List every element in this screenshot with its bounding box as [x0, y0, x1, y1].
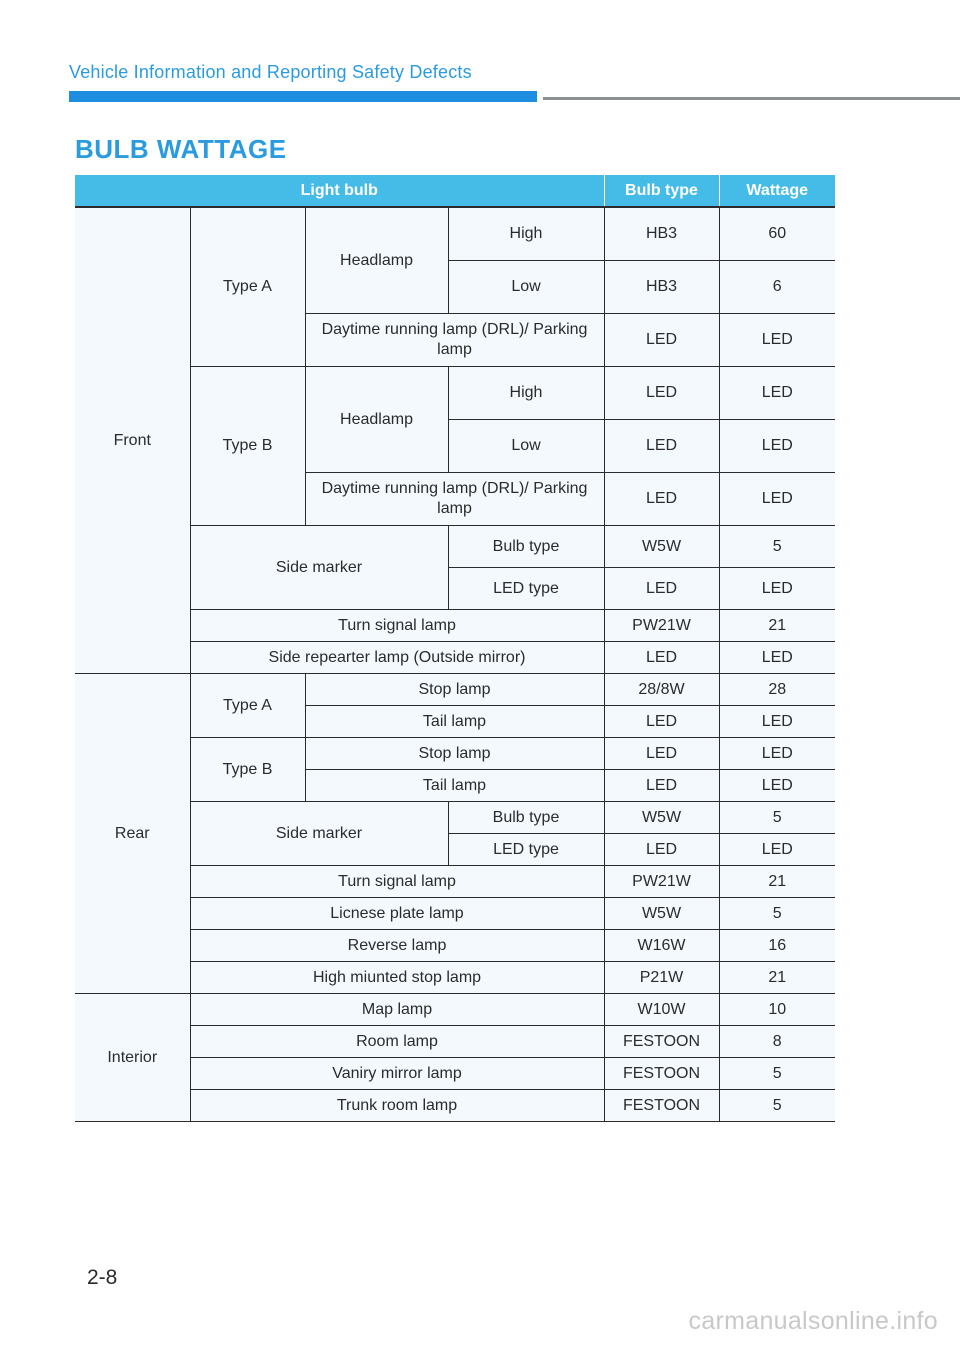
- front-side-marker: Side marker: [190, 526, 448, 610]
- wattage-cell: 5: [719, 898, 835, 930]
- wattage-cell: 5: [719, 802, 835, 834]
- bulb-type-cell: PW21W: [604, 610, 719, 642]
- table-header-row: [75, 175, 835, 207]
- wattage-cell: LED: [719, 770, 835, 802]
- group-interior: Interior: [75, 994, 190, 1122]
- group-front: Front: [75, 207, 190, 674]
- running-header: Vehicle Information and Reporting Safety Defects: [69, 62, 472, 82]
- wattage-cell: LED: [719, 642, 835, 674]
- wattage-cell: LED: [719, 473, 835, 526]
- row-label: Licnese plate lamp: [190, 898, 604, 930]
- bulb-type-cell: 28/8W: [604, 674, 719, 706]
- row-label: Tail lamp: [305, 706, 604, 738]
- row-label: Map lamp: [190, 994, 604, 1026]
- wattage-cell: LED: [719, 568, 835, 610]
- row-label: Daytime running lamp (DRL)/ Parking lamp: [305, 314, 604, 367]
- wattage-cell: 21: [719, 866, 835, 898]
- wattage-cell: 8: [719, 1026, 835, 1058]
- wattage-cell: 60: [719, 207, 835, 261]
- row-label: Stop lamp: [305, 674, 604, 706]
- front-type-b: Type B: [190, 367, 305, 526]
- bulb-wattage-table: [75, 175, 835, 1122]
- wattage-cell: 21: [719, 610, 835, 642]
- bulb-type-cell: LED: [604, 367, 719, 420]
- bulb-type-cell: LED: [604, 568, 719, 610]
- front-b-headlamp: Headlamp: [305, 367, 448, 473]
- row-label: Stop lamp: [305, 738, 604, 770]
- row-label: Vaniry mirror lamp: [190, 1058, 604, 1090]
- bulb-type-cell: FESTOON: [604, 1090, 719, 1122]
- bulb-type-cell: W10W: [604, 994, 719, 1026]
- row-label: Side repearter lamp (Outside mirror): [190, 642, 604, 674]
- bulb-type-cell: HB3: [604, 207, 719, 261]
- wattage-cell: LED: [719, 738, 835, 770]
- wattage-cell: LED: [719, 706, 835, 738]
- rear-type-b: Type B: [190, 738, 305, 802]
- row-label: Low: [448, 420, 604, 473]
- wattage-cell: LED: [719, 314, 835, 367]
- bulb-type-cell: LED: [604, 314, 719, 367]
- bulb-type-cell: W16W: [604, 930, 719, 962]
- bulb-type-cell: FESTOON: [604, 1058, 719, 1090]
- header-rule: [543, 97, 960, 100]
- row-label: Room lamp: [190, 1026, 604, 1058]
- bulb-type-cell: W5W: [604, 802, 719, 834]
- header-accent-bar: [69, 91, 537, 102]
- row-label: Low: [448, 261, 604, 314]
- bulb-type-cell: HB3: [604, 261, 719, 314]
- group-rear: Rear: [75, 674, 190, 994]
- bulb-type-cell: W5W: [604, 898, 719, 930]
- bulb-type-cell: LED: [604, 706, 719, 738]
- wattage-cell: LED: [719, 420, 835, 473]
- table-row: [75, 674, 835, 706]
- header-wattage: Wattage: [719, 175, 835, 207]
- bulb-type-cell: LED: [604, 420, 719, 473]
- wattage-cell: LED: [719, 834, 835, 866]
- row-label: Bulb type: [448, 802, 604, 834]
- row-label: High: [448, 207, 604, 261]
- wattage-cell: 6: [719, 261, 835, 314]
- row-label: Tail lamp: [305, 770, 604, 802]
- bulb-type-cell: LED: [604, 770, 719, 802]
- bulb-type-cell: LED: [604, 738, 719, 770]
- rear-side-marker: Side marker: [190, 802, 448, 866]
- wattage-cell: 5: [719, 1090, 835, 1122]
- wattage-cell: LED: [719, 367, 835, 420]
- row-label: Daytime running lamp (DRL)/ Parking lamp: [305, 473, 604, 526]
- header-bulb-type: Bulb type: [604, 175, 719, 207]
- table-row: [75, 994, 835, 1026]
- wattage-cell: 10: [719, 994, 835, 1026]
- wattage-cell: 5: [719, 526, 835, 568]
- bulb-type-cell: PW21W: [604, 866, 719, 898]
- row-label: LED type: [448, 834, 604, 866]
- wattage-cell: 5: [719, 1058, 835, 1090]
- rear-type-a: Type A: [190, 674, 305, 738]
- row-label: Trunk room lamp: [190, 1090, 604, 1122]
- front-a-headlamp: Headlamp: [305, 207, 448, 314]
- bulb-type-cell: P21W: [604, 962, 719, 994]
- row-label: Turn signal lamp: [190, 610, 604, 642]
- bulb-type-cell: W5W: [604, 526, 719, 568]
- watermark: carmanualsonline.info: [688, 1307, 938, 1335]
- row-label: High miunted stop lamp: [190, 962, 604, 994]
- row-label: LED type: [448, 568, 604, 610]
- row-label: Bulb type: [448, 526, 604, 568]
- section-title: BULB WATTAGE: [75, 134, 287, 164]
- wattage-cell: 21: [719, 962, 835, 994]
- table-row: [75, 207, 835, 261]
- front-type-a: Type A: [190, 207, 305, 367]
- row-label: Reverse lamp: [190, 930, 604, 962]
- row-label: High: [448, 367, 604, 420]
- row-label: Turn signal lamp: [190, 866, 604, 898]
- bulb-type-cell: LED: [604, 642, 719, 674]
- bulb-type-cell: FESTOON: [604, 1026, 719, 1058]
- header-light-bulb: Light bulb: [75, 175, 604, 207]
- wattage-cell: 16: [719, 930, 835, 962]
- bulb-type-cell: LED: [604, 473, 719, 526]
- wattage-cell: 28: [719, 674, 835, 706]
- bulb-type-cell: LED: [604, 834, 719, 866]
- page-number: 2-8: [87, 1266, 118, 1289]
